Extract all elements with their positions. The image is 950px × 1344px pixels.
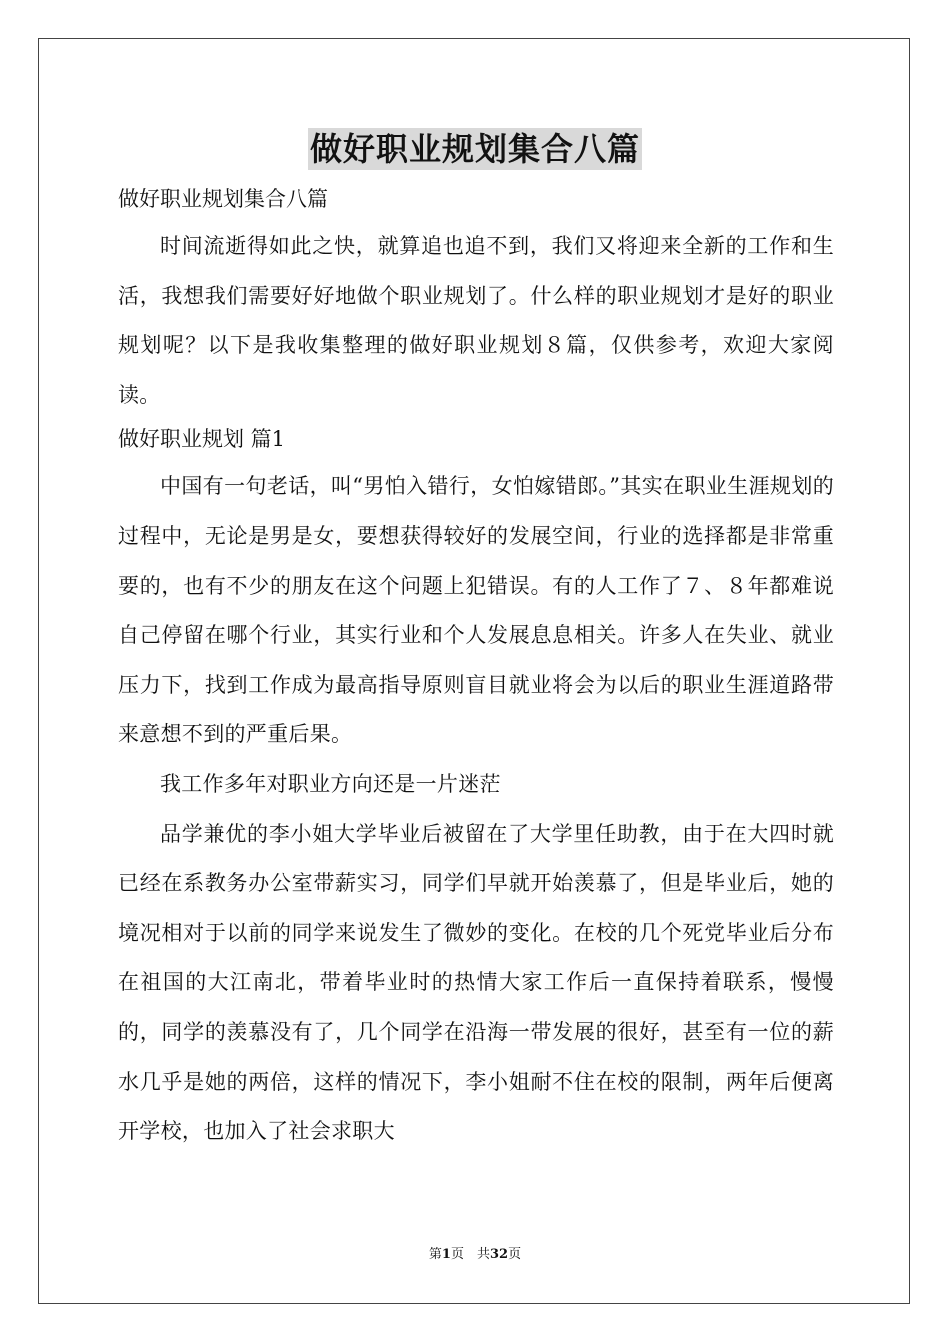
page-mid: 页 共 (450, 1247, 490, 1262)
section-heading: 做好职业规划 篇1 (118, 427, 286, 452)
page-suffix: 页 (508, 1247, 522, 1262)
title-container (0, 128, 950, 170)
intro-paragraph: 时间流逝得如此之快，就算追也追不到，我们又将迎来全新的工作和生活，我想我们需要好好地做个职业规划了。什么样的职业规划才是好的职业规划呢？以下是我收集整理的做好职业规划８篇，仅供参考，欢迎大家阅读。 (118, 234, 834, 407)
body-paragraph: 中国有一句老话，叫“男怕入错行，女怕嫁错郎。”其实在职业生涯规划的过程中，无论是男是女，要想获得较好的发展空间，行业的选择都是非常重要的，也有不少的朋友在这个问题上犯错误。有的人工作了７、８年都难说自己停留在哪个行业，其实行业和个人发展息息相关。许多人在失业、就业压力下，找到工作成为最高指导原则盲目就业将会为以后的职业生涯道路带来意想不到的严重后果。 (118, 474, 834, 747)
page-total: 32 (489, 1247, 509, 1262)
document-title: 做好职业规划集合八篇 (309, 130, 640, 168)
page-footer (0, 1246, 950, 1264)
document-body (118, 180, 834, 1157)
body-paragraph: 品学兼优的李小姐大学毕业后被留在了大学里任助教，由于在大四时就已经在系教务办公室带薪实习，同学们早就开始羡慕了，但是毕业后，她的境况相对于以前的同学来说发生了微妙的变化。在校的几个死党毕业后分布在祖国的大江南北，带着毕业时的热情大家工作后一直保持着联系，慢慢的，同学的羡慕没有了，几个同学在沿海一带发展的很好，甚至有一位的薪水几乎是她的两倍，这样的情况下，李小姐耐不住在校的限制，两年后便离开学校，也加入了社会求职大 (118, 821, 834, 1144)
subheading-paragraph: 我工作多年对职业方向还是一片迷茫 (160, 771, 501, 796)
page-prefix: 第 (428, 1247, 442, 1262)
document-subtitle: 做好职业规划集合八篇 (118, 187, 328, 211)
page-current: 1 (441, 1247, 451, 1262)
